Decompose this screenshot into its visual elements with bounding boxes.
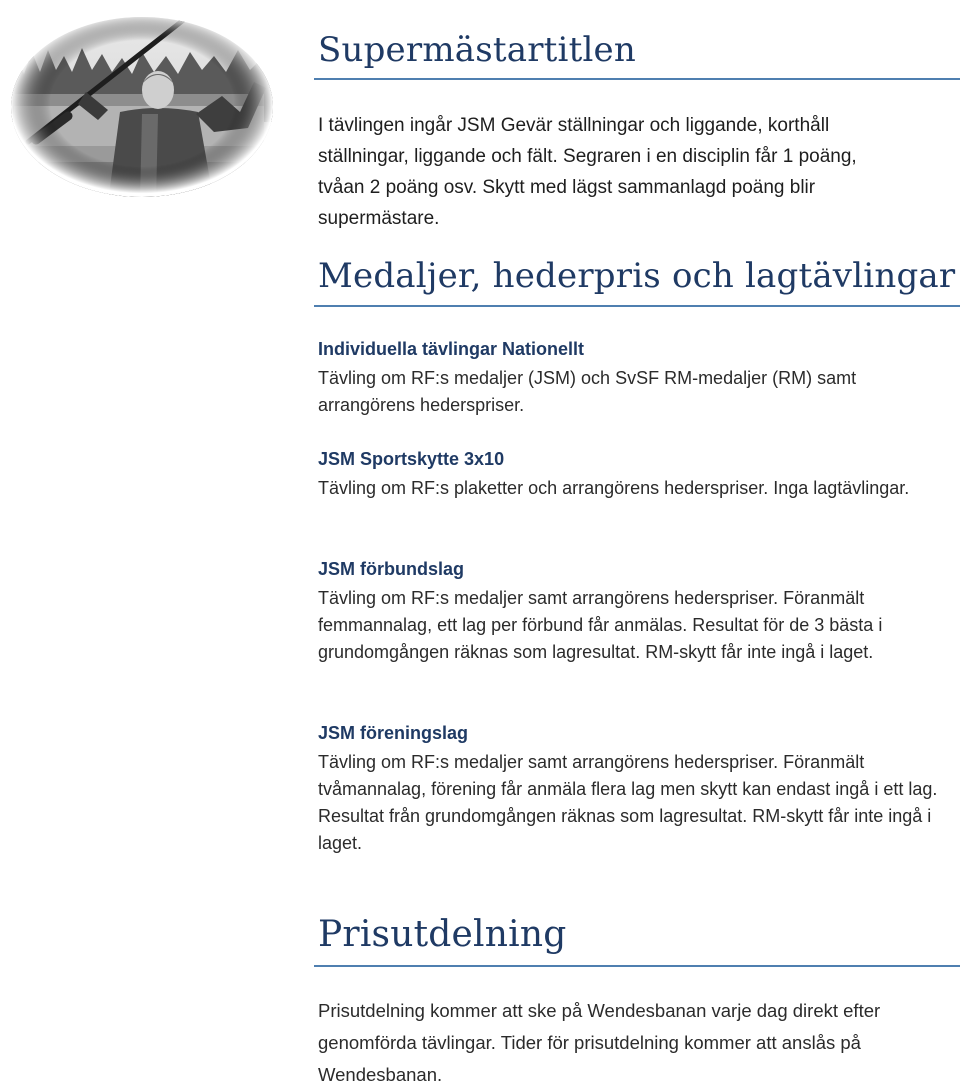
subheading-sportskytte: JSM Sportskytte 3x10 (318, 449, 505, 469)
section-divider (314, 965, 960, 967)
subheading-forbundslag: JSM förbundslag (318, 559, 465, 579)
section-text-supermastartitlen: I tävlingen ingår JSM Gevär ställningar och liggande, korthåll ställningar, liggande och fält. Segraren i en disciplin får 1 poäng, tvåan 2 poäng osv. Skytt med lägst sammanlagd poäng blir supermästare. (318, 115, 857, 229)
section-title-medaljer: Medaljer, hederpris och lagtävlingar (318, 256, 956, 296)
text-forbundslag: Tävling om RF:s medaljer samt arrangörens hederspriser. Föranmält femmannalag, ett lag per förbund får anmälas. Resultat för de 3 bästa i grundomgången räknas som lagresultat. RM-skytt får inte ingå i laget. (318, 588, 883, 662)
section-divider (314, 305, 960, 307)
section-divider (314, 78, 960, 80)
subheading-foreningslag: JSM föreningslag (318, 723, 469, 743)
subheading-individuella: Individuella tävlingar Nationellt (318, 339, 585, 359)
shooter-photo (8, 12, 276, 202)
text-foreningslag: Tävling om RF:s medaljer samt arrangörens hederspriser. Föranmält tvåmannalag, förening får anmäla flera lag men skytt kan endast ingå i ett lag. Resultat från grundomgången räknas som lagresultat. RM-skytt får inte ingå i laget. (318, 752, 938, 853)
section-title-supermastartitlen: Supermästartitlen (318, 30, 636, 70)
text-individuella: Tävling om RF:s medaljer (JSM) och SvSF RM-medaljer (RM) samt arrangörens hederspriser. (318, 368, 857, 415)
text-prisutdelning: Prisutdelning kommer att ske på Wendesbanan varje dag direkt efter genomförda tävlingar. Tider för prisutdelning kommer att anslås på Wendesbanan. (318, 1000, 881, 1085)
text-sportskytte: Tävling om RF:s plaketter och arrangörens hederspriser. Inga lagtävlingar. (318, 478, 910, 498)
section-title-prisutdelning: Prisutdelning (318, 914, 567, 955)
